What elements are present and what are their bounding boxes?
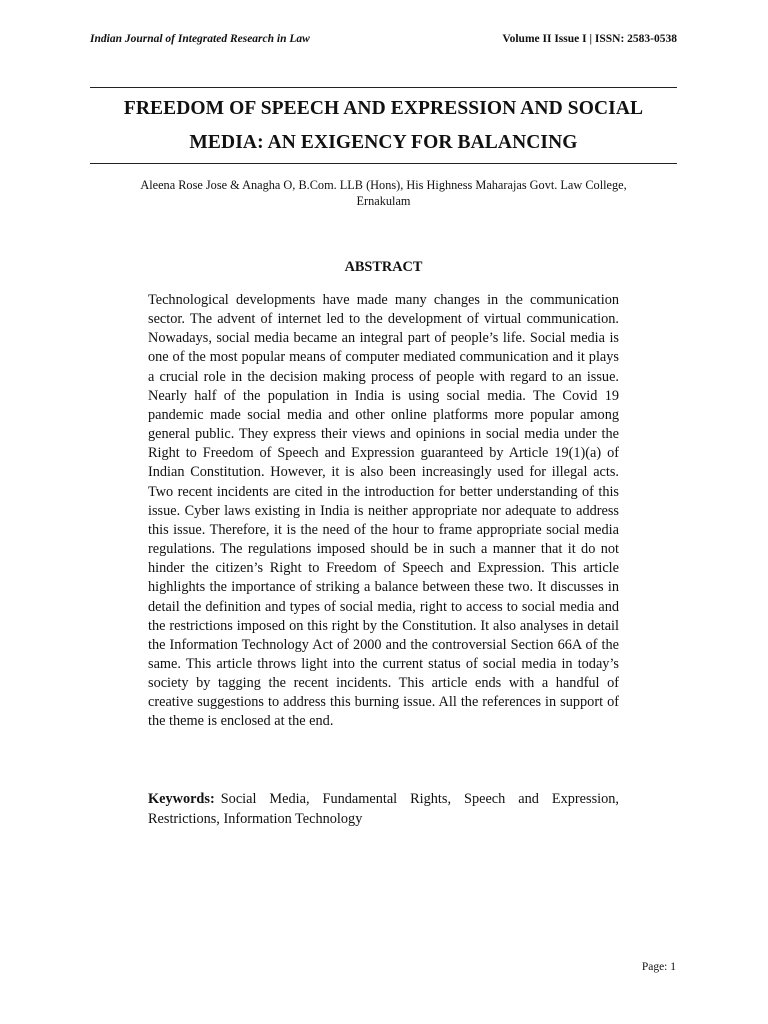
running-header: [90, 33, 677, 51]
author-affiliation: Aleena Rose Jose & Anagha O, B.Com. LLB (Hons), His Highness Maharajas Govt. Law College, Ernakulam: [140, 178, 627, 208]
paper-title-line-1: FREEDOM OF SPEECH AND EXPRESSION AND SOCIAL: [123, 98, 644, 119]
title-rule-top: [90, 87, 677, 88]
page-number: Page: 1: [641, 961, 676, 973]
journal-name: Indian Journal of Integrated Research in Law: [90, 33, 310, 45]
volume-issn: Volume II Issue I | ISSN: 2583-0538: [502, 33, 677, 45]
paper-title-line-2: MEDIA: AN EXIGENCY FOR BALANCING: [189, 132, 578, 153]
keywords-text: Social Media, Fundamental Rights, Speech and Expression, Restrictions, Information Technology: [148, 791, 619, 827]
title-rule-bottom: [90, 163, 677, 164]
keywords-label: Keywords:: [148, 791, 215, 807]
paper-title: [90, 92, 677, 160]
keywords: [148, 790, 619, 829]
abstract-body: Technological developments have made many changes in the communication sector. The advent of internet led to the development of virtual communication. Nowadays, social media became an integral part of people’s life. Social media is one of the most popular means of computer mediated communication and it plays a crucial role in the decision making process of people with regard to an issue. Nearly half of the population in India is using social media. The Covid 19 pandemic made social media and other online platforms more popular among general public. They express their views and opinions in social media under the Right to Freedom of Speech and Expression guaranteed by Article 19(1)(a) of Indian Constitution. However, it is also been increasingly used for illegal acts. Two recent incidents are cited in the introduction for better understanding of this issue. Cyber laws existing in India is neither appropriate nor adequate to address this issue. Therefore, it is the need of the hour to frame appropriate social media regulations. The regulations imposed should be in such a manner that it do not hinder the citizen’s Right to Freedom of Speech and Expression. This article highlights the importance of striking a balance between these two. It discusses in detail the definition and types of social media, right to access to social media and the restrictions imposed on this right by the Constitution. It also analyses in detail the Information Technology Act of 2000 and the controversial Section 66A of the same. This article throws light into the current status of social media in today’s society by tagging the recent incidents. This article ends with a handful of creative suggestions to address this burning issue. All the references in support of the theme is enclosed at the end.: [148, 292, 619, 730]
abstract-heading: ABSTRACT: [344, 259, 423, 275]
